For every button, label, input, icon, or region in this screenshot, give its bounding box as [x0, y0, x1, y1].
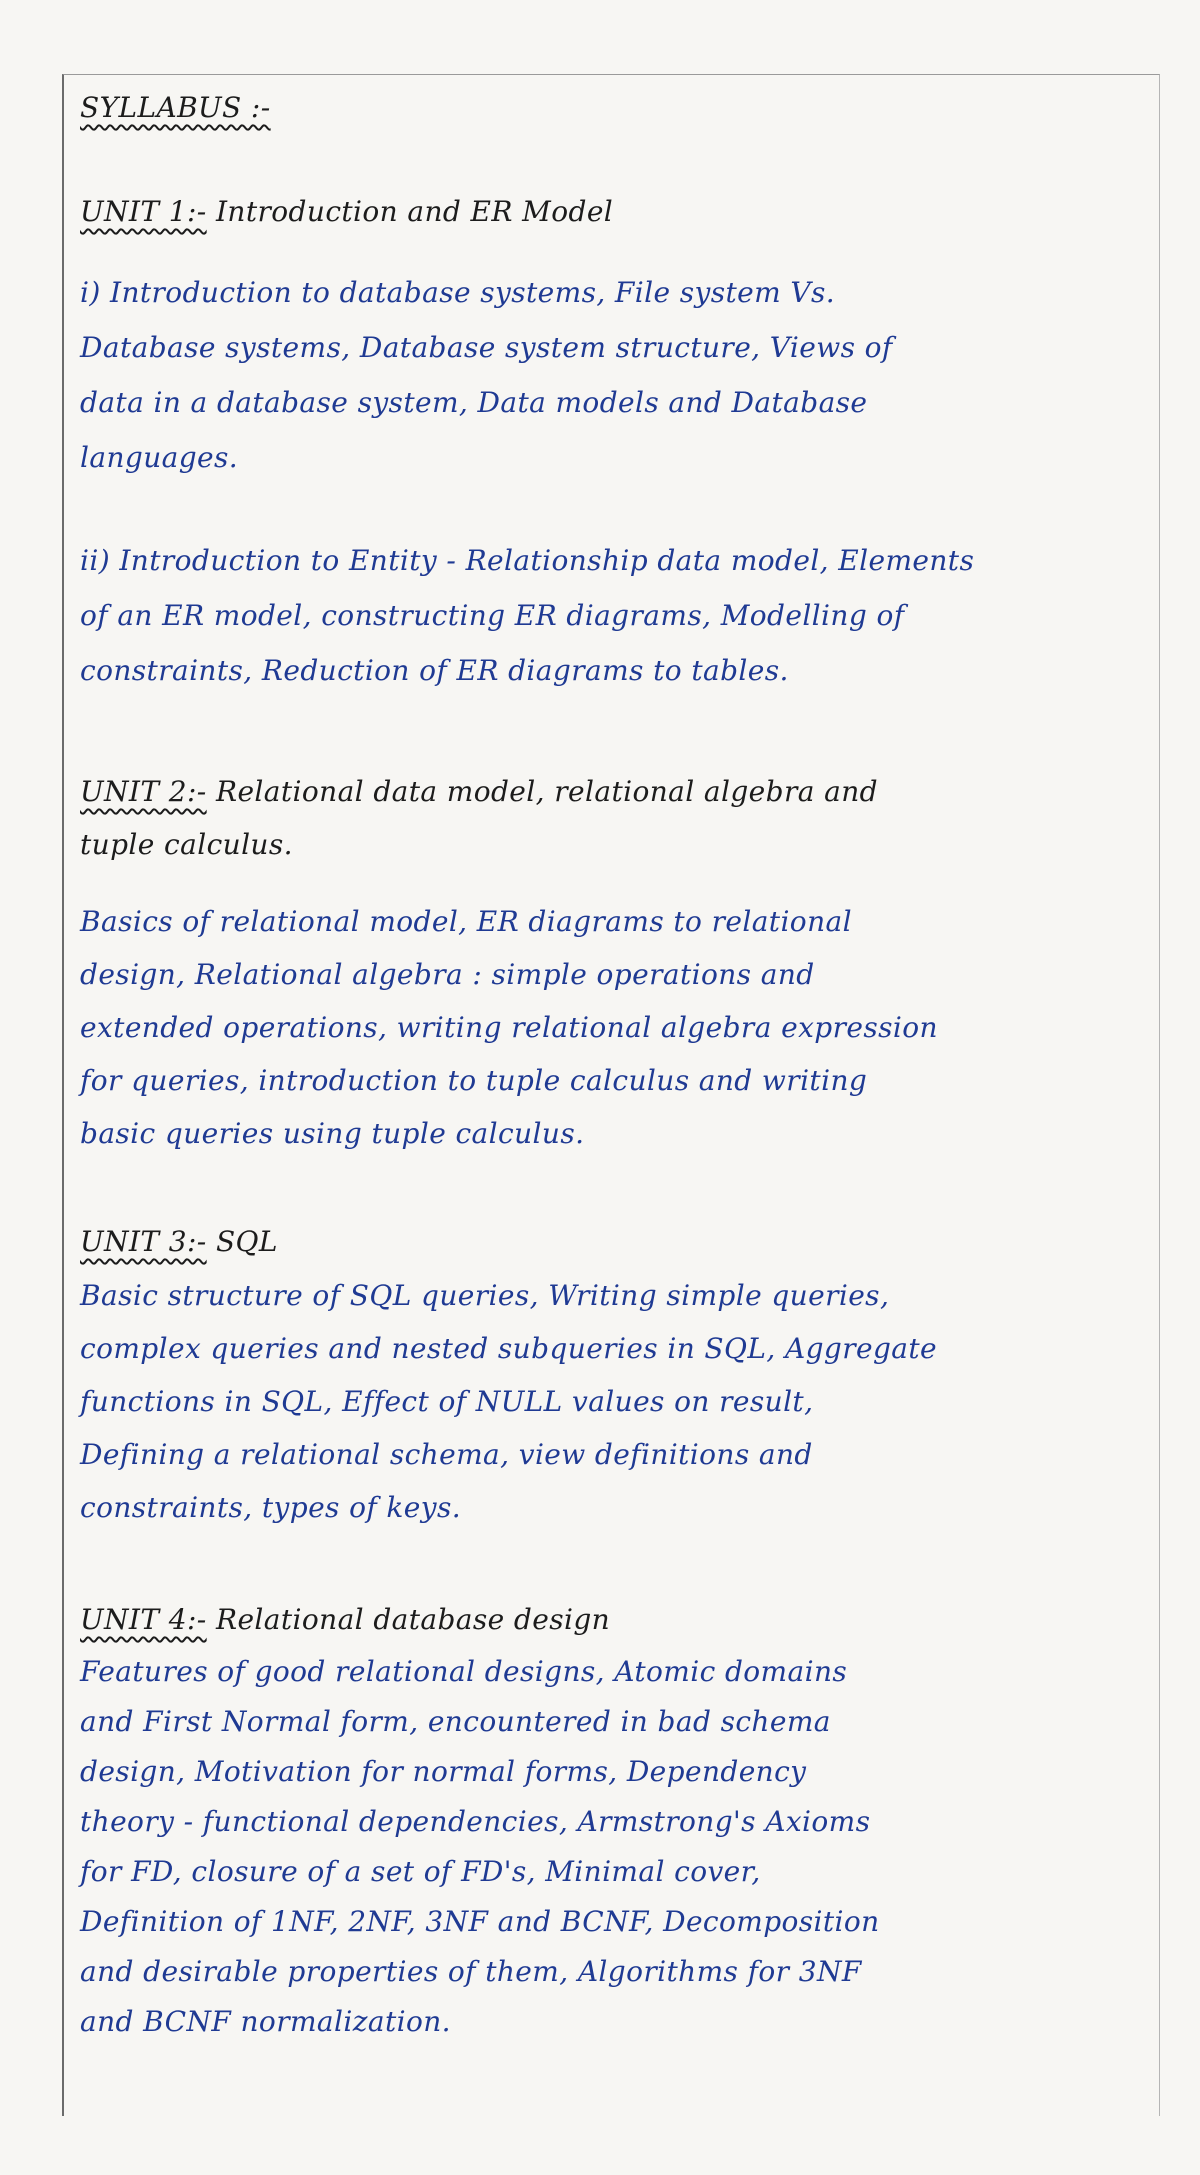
- syllabus-title: SYLLABUS :-: [80, 91, 271, 124]
- unit3-label: UNIT 3:-: [80, 1225, 207, 1258]
- unit3-body: [80, 1269, 1151, 1534]
- unit2-heading: [80, 765, 1151, 871]
- unit3-body-text: Basic structure of SQL queries, Writing simple queries, complex queries and nested subqueries in SQL, Aggregate functions in SQL, Effect of NULL values on result, Defining a relational schema, view definitions and constraints, types of keys.: [80, 1279, 938, 1524]
- unit2-title: Relational data model, relational algebra and: [215, 775, 878, 808]
- unit4-heading: [80, 1593, 1151, 1646]
- syllabus-heading: [80, 81, 1151, 134]
- notebook-page: [62, 74, 1160, 2116]
- unit2-label: UNIT 2:-: [80, 775, 207, 808]
- unit4-body-text: Features of good relational designs, Atomic domains and First Normal form, encountered in bad schema design, Motivation for normal forms, Dependency theory - functional dependencies, Armstrong's Axioms for FD, closure of a set of FD's, Minimal cover, Definition of 1NF, 2NF, 3NF and BCNF, Decomposition and desirable properties of them, Algorithms for 3NF and BCNF normalization.: [80, 1655, 880, 2038]
- unit4-title: Relational database design: [215, 1603, 611, 1636]
- unit4-label: UNIT 4:-: [80, 1603, 207, 1636]
- unit2-body-text: Basics of relational model, ER diagrams to relational design, Relational algebra : simple operations and extended operations, writing relational algebra expression for queries, introduction to tuple calculus and writing basic queries using tuple calculus.: [80, 905, 938, 1150]
- unit1-label: UNIT 1:-: [80, 195, 207, 228]
- unit1-item-1-text: i) Introduction to database systems, File system Vs. Database systems, Database system structure, Views of data in a database system, Data models and Database languages.: [80, 276, 893, 474]
- unit3-heading: [80, 1215, 1151, 1268]
- unit1-item-1: [80, 265, 1151, 485]
- unit1-title: Introduction and ER Model: [215, 195, 614, 228]
- unit3-title: SQL: [215, 1225, 278, 1258]
- unit1-item-2-text: ii) Introduction to Entity - Relationship data model, Elements of an ER model, constructing ER diagrams, Modelling of constraints, Reduction of ER diagrams to tables.: [80, 544, 975, 687]
- unit4-body: [80, 1647, 1151, 2047]
- unit1-heading: [80, 185, 1151, 238]
- unit1-item-2: [80, 533, 1151, 698]
- unit2-body: [80, 895, 1151, 1160]
- unit2-title-cont: tuple calculus.: [80, 828, 293, 861]
